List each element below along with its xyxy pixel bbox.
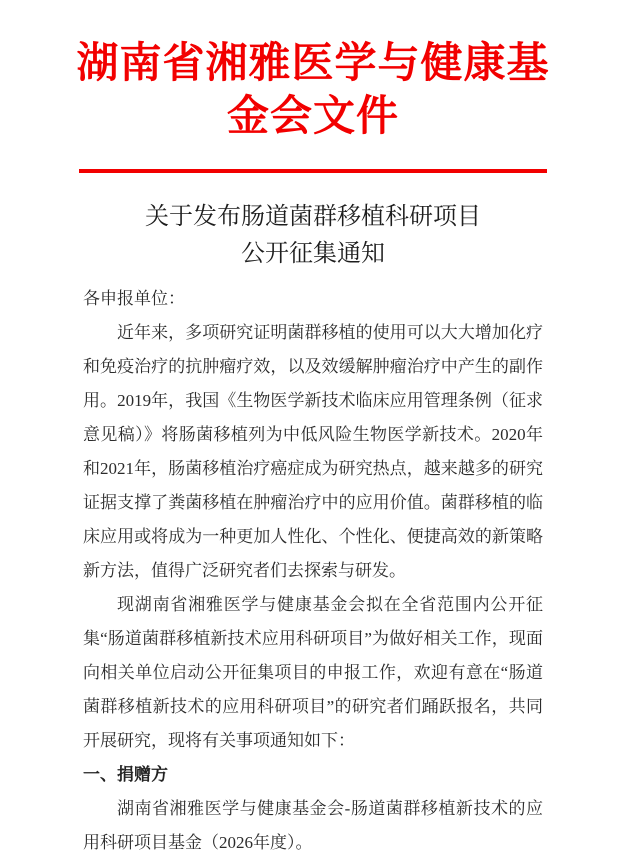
document-title-line-2: 公开征集通知 <box>241 241 385 267</box>
letterhead-title-line-1: 湖南省湘雅医学与健康基 <box>76 41 550 87</box>
red-divider-line <box>79 169 547 173</box>
salutation: 各申报单位： <box>83 289 185 308</box>
letterhead-title <box>53 38 573 144</box>
letterhead-title-line-2: 金会文件 <box>226 94 399 140</box>
paragraph-background: 近年来，多项研究证明菌群移植的使用可以大大增加化疗和免疫治疗的抗肿瘤疗效，以及效缓解肿瘤治疗中产生的副作用。2019年，我国《生物医学新技术临床应用管理条例（征求意见稿）》将肠菌移植列为中低风险生物医学新技术。2020年和2021年，肠菌移植治疗癌症成为研究热点，越来越多的研究证据支撑了粪菌移植在肿瘤治疗中的应用价值。菌群移植的临床应用或将成为一种更加人性化、个性化、便捷高效的新策略新方法，值得广泛研究者们去探索与研发。 <box>83 323 543 580</box>
section-heading-donor: 一、捐赠方 <box>83 765 168 784</box>
document-title-line-1: 关于发布肠道菌群移植科研项目 <box>145 204 481 230</box>
paragraph-announcement: 现湖南省湘雅医学与健康基金会拟在全省范围内公开征集“肠道菌群移植新技术应用科研项目”为做好相关工作，现面向相关单位启动公开征集项目的申报工作，欢迎有意在“肠道菌群移植新技术的应用科研项目”的研究者们踊跃报名，共同开展研究，现将有关事项通知如下： <box>83 595 543 750</box>
document-body <box>83 282 543 857</box>
document-title <box>53 199 573 273</box>
paragraph-donor-body: 湖南省湘雅医学与健康基金会-肠道菌群移植新技术的应用科研项目基金（2026年度）。 <box>83 799 543 852</box>
